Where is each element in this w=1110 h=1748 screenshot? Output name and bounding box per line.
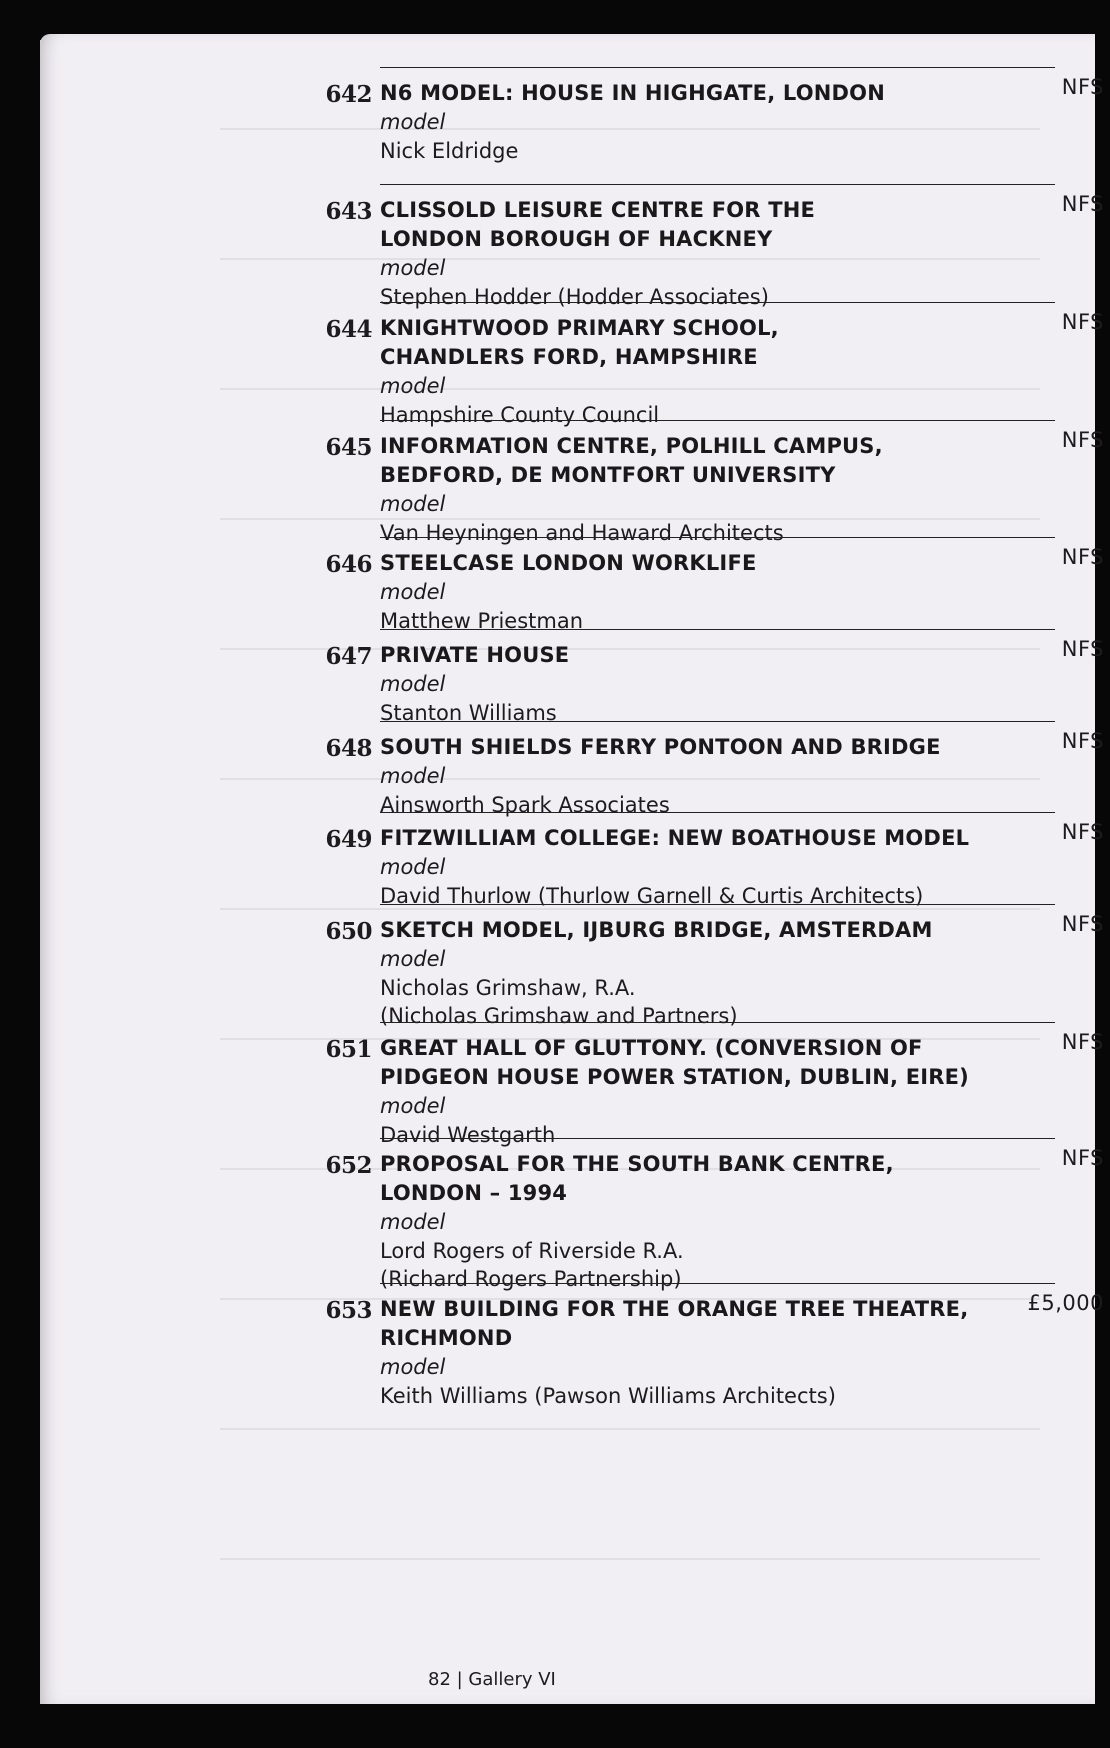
entry-body xyxy=(380,916,1020,1030)
entry-artist: Stephen Hodder (Hodder Associates) xyxy=(380,285,769,309)
entry-body xyxy=(380,824,1020,910)
entry-artist: Ainsworth Spark Associates xyxy=(380,793,670,817)
entry-number: 651 xyxy=(325,1036,372,1063)
entry-artist: Keith Williams (Pawson Williams Architects) xyxy=(380,1384,836,1408)
entry-rule xyxy=(380,904,1055,905)
entry-title: RICHMOND xyxy=(380,1326,513,1350)
entry-body xyxy=(380,79,1020,165)
entry-title: INFORMATION CENTRE, POLHILL CAMPUS, xyxy=(380,434,883,458)
entry-title: PIDGEON HOUSE POWER STATION, DUBLIN, EIRE) xyxy=(380,1065,969,1089)
entry-medium: model xyxy=(380,1210,446,1234)
entry-title: BEDFORD, DE MONTFORT UNIVERSITY xyxy=(380,463,836,487)
entry-medium: model xyxy=(380,256,446,280)
entry-price: NFS xyxy=(1061,912,1104,936)
entry-title: PRIVATE HOUSE xyxy=(380,643,570,667)
entry-price: NFS xyxy=(1061,820,1104,844)
entry-medium: model xyxy=(380,764,446,788)
entry-rule xyxy=(380,1138,1055,1139)
entry-title: NEW BUILDING FOR THE ORANGE TREE THEATRE, xyxy=(380,1297,969,1321)
entry-body xyxy=(380,549,1020,635)
entry-artist: David Thurlow (Thurlow Garnell & Curtis Architects) xyxy=(380,884,924,908)
entry-number: 647 xyxy=(325,643,372,670)
entry-price: NFS xyxy=(1061,310,1104,334)
entry-body xyxy=(380,733,1020,819)
entry-medium: model xyxy=(380,855,446,879)
entry-number: 645 xyxy=(325,434,372,461)
entry-title: LONDON BOROUGH OF HACKNEY xyxy=(380,227,773,251)
catalogue-page xyxy=(40,34,1104,1704)
entry-body xyxy=(380,1034,1020,1149)
entry-medium: model xyxy=(380,1094,446,1118)
entry-artist: (Richard Rogers Partnership) xyxy=(380,1267,682,1291)
entry-artist: Stanton Williams xyxy=(380,701,557,725)
entry-price: NFS xyxy=(1061,729,1104,753)
entry-medium: model xyxy=(380,947,446,971)
entry-price: NFS xyxy=(1061,637,1104,661)
entry-rule xyxy=(380,302,1055,303)
page-footer: 82 | Gallery VI xyxy=(428,1669,556,1690)
entry-rule xyxy=(380,537,1055,538)
entry-title: SOUTH SHIELDS FERRY PONTOON AND BRIDGE xyxy=(380,735,941,759)
entry-rule xyxy=(380,721,1055,722)
entry-medium: model xyxy=(380,374,446,398)
entry-rule xyxy=(380,184,1055,185)
entry-title: PROPOSAL FOR THE SOUTH BANK CENTRE, xyxy=(380,1152,894,1176)
entry-number: 643 xyxy=(325,198,372,225)
entry-price: NFS xyxy=(1061,192,1104,216)
entry-artist: (Nicholas Grimshaw and Partners) xyxy=(380,1004,738,1028)
entry-number: 648 xyxy=(325,735,372,762)
entry-artist: Nicholas Grimshaw, R.A. xyxy=(380,976,636,1000)
entry-artist: Lord Rogers of Riverside R.A. xyxy=(380,1239,684,1263)
entry-price: NFS xyxy=(1061,1030,1104,1054)
entry-number: 653 xyxy=(325,1297,372,1324)
entry-rule xyxy=(380,67,1055,68)
entry-artist: Matthew Priestman xyxy=(380,609,584,633)
entry-artist: Nick Eldridge xyxy=(380,139,519,163)
entry-number: 649 xyxy=(325,826,372,853)
entry-rule xyxy=(380,629,1055,630)
entry-rule xyxy=(380,1283,1055,1284)
entry-title: GREAT HALL OF GLUTTONY. (CONVERSION OF xyxy=(380,1036,923,1060)
entry-medium: model xyxy=(380,672,446,696)
entry-rule xyxy=(380,1022,1055,1023)
entry-artist: Van Heyningen and Haward Architects xyxy=(380,521,784,545)
entry-rule xyxy=(380,812,1055,813)
entry-rule xyxy=(380,420,1055,421)
entry-price: NFS xyxy=(1061,545,1104,569)
entry-title: KNIGHTWOOD PRIMARY SCHOOL, xyxy=(380,316,779,340)
entry-artist: David Westgarth xyxy=(380,1123,556,1147)
entry-price: £5,000 xyxy=(1027,1291,1104,1315)
entry-artist: Hampshire County Council xyxy=(380,403,660,427)
entry-title: CLISSOLD LEISURE CENTRE FOR THE xyxy=(380,198,816,222)
entry-body xyxy=(380,641,1020,727)
entry-title: STEELCASE LONDON WORKLIFE xyxy=(380,551,757,575)
entry-title: N6 MODEL: HOUSE IN HIGHGATE, LONDON xyxy=(380,81,886,105)
entry-body xyxy=(380,1295,1020,1410)
entry-number: 642 xyxy=(325,81,372,108)
entry-number: 652 xyxy=(325,1152,372,1179)
entry-number: 644 xyxy=(325,316,372,343)
entry-price: NFS xyxy=(1061,75,1104,99)
entry-price: NFS xyxy=(1061,428,1104,452)
entry-title: FITZWILLIAM COLLEGE: NEW BOATHOUSE MODEL xyxy=(380,826,970,850)
entry-body xyxy=(380,432,1020,547)
entry-number: 650 xyxy=(325,918,372,945)
entry-medium: model xyxy=(380,110,446,134)
entry-medium: model xyxy=(380,1355,446,1379)
entry-number: 646 xyxy=(325,551,372,578)
entry-price: NFS xyxy=(1061,1146,1104,1170)
entry-medium: model xyxy=(380,492,446,516)
entry-medium: model xyxy=(380,580,446,604)
entry-body xyxy=(380,196,1020,311)
entry-body xyxy=(380,1150,1020,1293)
entry-title: CHANDLERS FORD, HAMPSHIRE xyxy=(380,345,758,369)
entry-body xyxy=(380,314,1020,429)
entry-title: LONDON – 1994 xyxy=(380,1181,568,1205)
entry-title: SKETCH MODEL, IJBURG BRIDGE, AMSTERDAM xyxy=(380,918,933,942)
